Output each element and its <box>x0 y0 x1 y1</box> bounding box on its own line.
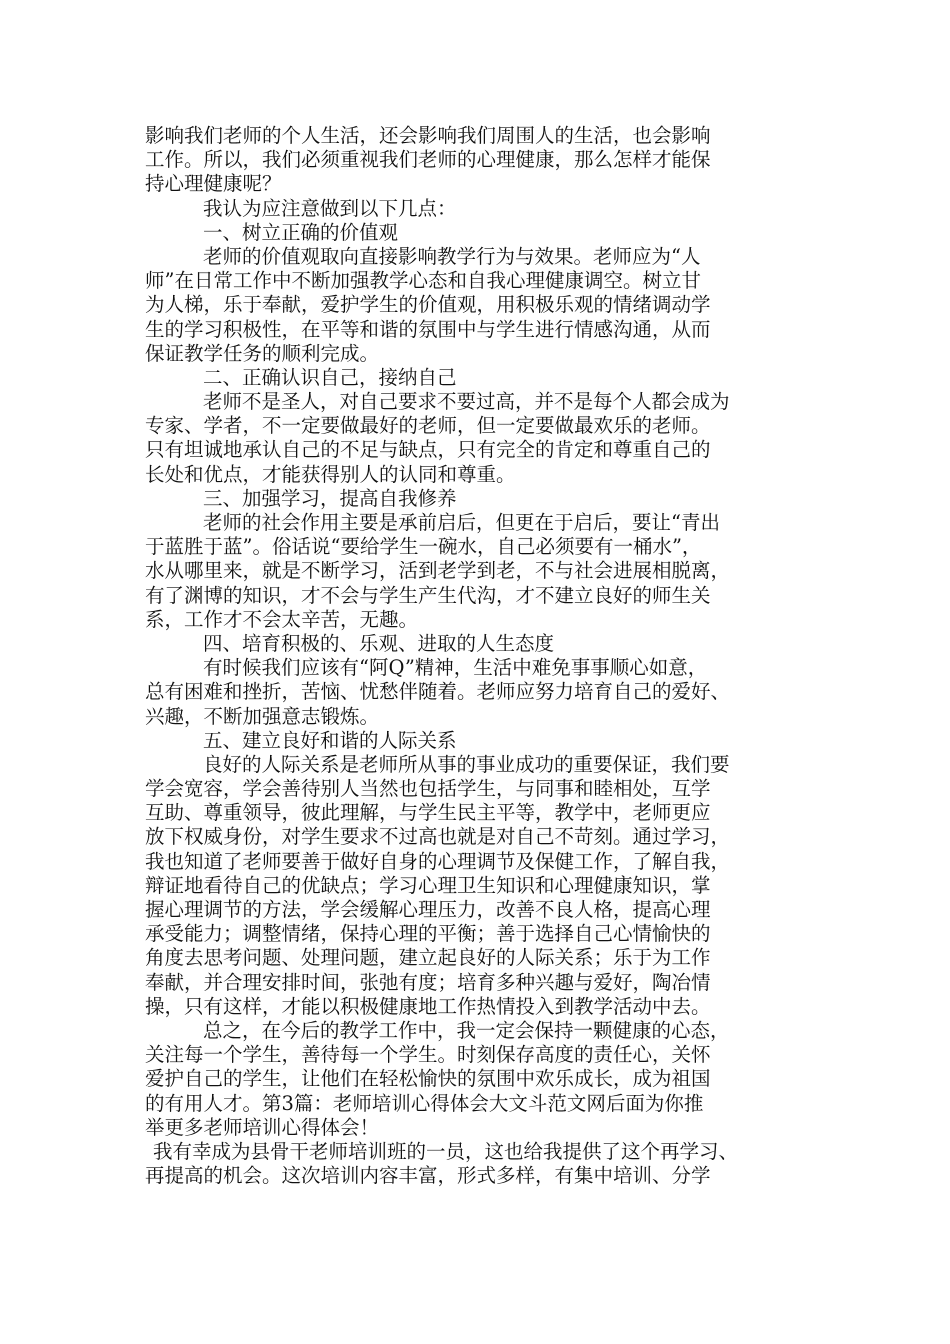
text-line: 师”在日常工作中不断加强教学心态和自我心理健康调空。树立甘 <box>145 269 701 293</box>
document-body <box>145 124 825 1188</box>
text-line: 三、加强学习，提高自我修养 <box>203 486 457 510</box>
text-line: 长处和优点，才能获得别人的认同和尊重。 <box>145 462 516 486</box>
text-line: 老师不是圣人，对自己要求不要过高，并不是每个人都会成为 <box>203 390 730 414</box>
text-line: 为人梯，乐于奉献，爱护学生的价值观，用积极乐观的情绪调动学 <box>145 293 711 317</box>
text-line: 学会宽容，学会善待别人当然也包括学生，与同事和睦相处，互学 <box>145 777 711 801</box>
text-line: 总有困难和挫折，苦恼、忧愁伴随着。老师应努力培育自己的爱好、 <box>145 680 731 704</box>
text-line: 关注每一个学生，善待每一个学生。时刻保存高度的责任心，关怀 <box>145 1043 711 1067</box>
text-line: 总之，在今后的教学工作中，我一定会保持一颗健康的心态， <box>203 1018 730 1042</box>
text-line: 四、培育积极的、乐观、进取的人生态度 <box>203 631 555 655</box>
text-line: 水从哪里来，就是不断学习，活到老学到老，不与社会进展相脱离， <box>145 559 731 583</box>
text-line: 举更多老师培训心得体会！ <box>145 1115 380 1139</box>
text-line: 持心理健康呢？ <box>145 172 282 196</box>
text-line: 有时候我们应该有“阿Q”精神，生活中难免事事顺心如意， <box>203 656 708 680</box>
text-line: 有了渊博的知识，才不会与学生产生代沟，才不建立良好的师生关 <box>145 583 711 607</box>
text-line: 我有幸成为县骨干老师培训班的一员，这也给我提供了这个再学习、 <box>153 1139 739 1163</box>
text-line: 角度去思考问题、处理问题，建立起良好的人际关系；乐于为工作 <box>145 946 711 970</box>
text-line: 老师的价值观取向直接影响教学行为与效果。老师应为“人 <box>203 244 701 268</box>
text-line: 老师的社会作用主要是承前启后，但更在于启后，要让“青出 <box>203 511 720 534</box>
text-line: 奉献，并合理安排时间，张弛有度；培育多种兴趣与爱好，陶冶情 <box>145 970 711 994</box>
text-line: 影响我们老师的个人生活，还会影响我们周围人的生活，也会影响 <box>145 124 711 147</box>
text-line: 操，只有这样，才能以积极健康地工作热情投入到教学活动中去。 <box>145 994 711 1018</box>
text-line: 生的学习积极性，在平等和谐的氛围中与学生进行情感沟通，从而 <box>145 317 711 341</box>
text-line: 良好的人际关系是老师所从事的事业成功的重要保证，我们要 <box>203 752 730 776</box>
text-line: 爱护自己的学生，让他们在轻松愉快的氛围中欢乐成长，成为祖国 <box>145 1067 711 1091</box>
text-line: 专家、学者，不一定要做最好的老师，但一定要做最欢乐的老师。 <box>145 414 711 438</box>
text-line: 握心理调节的方法，学会缓解心理压力，改善不良人格，提高心理 <box>145 898 711 921</box>
text-line: 互助、尊重领导，彼此理解，与学生民主平等，教学中，老师更应 <box>145 801 711 825</box>
text-line: 再提高的机会。这次培训内容丰富，形式多样，有集中培训、分学 <box>145 1164 711 1188</box>
text-line: 二、正确认识自己，接纳自己 <box>203 365 457 389</box>
text-line: 我也知道了老师要善于做好自身的心理调节及保健工作，了解自我， <box>145 849 731 873</box>
text-line: 系，工作才不会太辛苦，无趣。 <box>145 607 419 631</box>
text-line: 辩证地看待自己的优缺点；学习心理卫生知识和心理健康知识，掌 <box>145 873 711 897</box>
text-line: 承受能力；调整情绪，保持心理的平衡；善于选择自己心情愉快的 <box>145 922 711 946</box>
text-line: 一、树立正确的价值观 <box>203 220 399 244</box>
text-line: 我认为应注意做到以下几点： <box>203 196 457 220</box>
text-line: 只有坦诚地承认自己的不足与缺点，只有完全的肯定和尊重自己的 <box>145 438 711 462</box>
text-line: 放下权威身份，对学生要求不过高也就是对自己不苛刻。通过学习， <box>145 825 731 849</box>
text-line: 兴趣，不断加强意志锻炼。 <box>145 704 380 728</box>
text-line: 五、建立良好和谐的人际关系 <box>203 728 457 752</box>
text-line: 的有用人才。第3篇：老师培训心得体会大文斗范文网后面为你推 <box>145 1091 704 1115</box>
text-line: 于蓝胜于蓝”。俗话说“要给学生一碗水，自己必须要有一桶水”， <box>145 535 702 559</box>
text-line: 工作。所以，我们必须重视我们老师的心理健康，那么怎样才能保 <box>145 148 711 172</box>
text-line: 保证教学任务的顺利完成。 <box>145 341 380 365</box>
